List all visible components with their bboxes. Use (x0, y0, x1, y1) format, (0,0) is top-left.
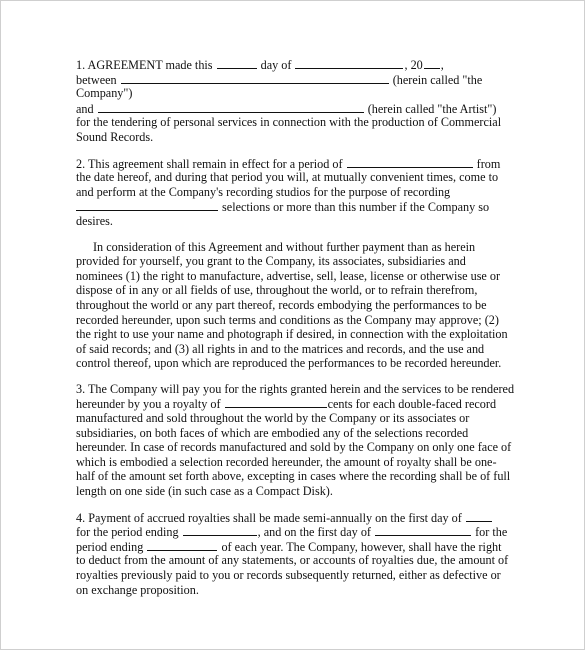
term-line-5 (76, 214, 526, 229)
royalty-line-2 (76, 396, 526, 411)
term-line-3 (76, 185, 526, 200)
text-agreement-made: 1. AGREEMENT made this (76, 58, 213, 72)
paragraph-payment (76, 510, 526, 598)
blank-year[interactable] (424, 57, 440, 69)
term-line-1 (76, 156, 526, 171)
blank-period-ending-2[interactable] (147, 539, 217, 551)
text-year-prefix: , 20 (404, 58, 423, 72)
agreement-line-4 (76, 101, 526, 116)
agreement-line-6 (76, 130, 526, 145)
text-perform: and perform at the Company's recording studios for the purpose of recording (76, 184, 451, 199)
text-company-label: Company") (76, 86, 133, 101)
text-herein-company: (herein called "the (392, 72, 483, 87)
blank-royalty-cents[interactable] (225, 396, 327, 408)
text-herein-artist: (herein called "the Artist") (367, 101, 497, 116)
royalty-line: which is embodied a selection recorded hereunder, the amount of royalty shall be one- (76, 454, 497, 469)
paragraph-royalty (76, 382, 526, 499)
text-company-pay: 3. The Company will pay you for the rights granted herein and the services to be rendered (76, 381, 515, 396)
payment-line: on exchange proposition. (76, 582, 199, 597)
consideration-line: of said records; and (3) all rights in and to the matrices and records, and the use and (76, 341, 485, 356)
royalty-line-1 (76, 382, 526, 397)
payment-line-3 (76, 539, 526, 554)
text-sound-records: Sound Records. (76, 129, 154, 144)
blank-artist-name[interactable] (98, 101, 364, 113)
text-tendering: for the tendering of personal services in connection with the production of Commercial (76, 115, 502, 130)
consideration-line: throughout the world or any part thereof, records embodying the performances to be (76, 297, 487, 312)
paragraph-agreement (76, 57, 526, 145)
blank-period-ending-1[interactable] (183, 524, 257, 536)
text-cents: cents for each double-faced record (327, 397, 497, 412)
text-and: and (76, 101, 94, 116)
royalty-line: half of the amount set forth above, excepting in cases where the recording shall be of full (76, 469, 511, 484)
consideration-line: provided for yourself, you grant to the Company, its associates, subsidiaries and (76, 254, 466, 269)
agreement-line-2 (76, 72, 526, 87)
paragraph-term (76, 156, 526, 229)
payment-line: to deduct from the amount of any statements, or accounts of royalties due, the amount of (76, 553, 509, 568)
term-line-2 (76, 170, 526, 185)
payment-line-2 (76, 524, 526, 539)
agreement-line-5 (76, 115, 526, 130)
blank-first-day-2[interactable] (375, 524, 471, 536)
blank-selections[interactable] (76, 199, 218, 211)
text-selections: selections or more than this number if the Company so (222, 200, 490, 215)
consideration-line: recorded hereunder, upon such terms and conditions as the Company may approve; (2) (76, 312, 499, 327)
text-first-day-of: , and on the first day of (257, 525, 371, 540)
royalty-line: subsidiaries, on both faces of which are embodied any of the selections recorded (76, 425, 469, 440)
royalty-line: manufactured and sold throughout the world by the Company or its associates or (76, 411, 470, 426)
text-each-year: of each year. The Company, however, shall have the right (221, 539, 502, 554)
blank-period[interactable] (347, 156, 473, 168)
blank-month[interactable] (295, 57, 403, 69)
document-body (76, 57, 526, 608)
agreement-line-1 (76, 57, 526, 72)
consideration-line: the right to use your name and photograph if desired, in connection with the exploitation (76, 327, 508, 342)
text-from: from (476, 156, 501, 171)
text-payment-intro: 4. Payment of accrued royalties shall be made semi-annually on the first day of (76, 510, 462, 525)
royalty-line: hereunder. In case of records manufactured and sold by the Company on only one face of (76, 440, 512, 455)
blank-day[interactable] (217, 57, 257, 69)
text-desires: desires. (76, 213, 113, 228)
agreement-line-3 (76, 86, 526, 101)
text-for-the: for the (475, 525, 508, 540)
consideration-line: control thereof, upon which are reproduced the performances to be recorded hereunder. (76, 356, 502, 371)
consideration-line: dispose of in any or all fields of use, throughout the world, or to refrain therefrom, (76, 283, 478, 298)
text-term-intro: 2. This agreement shall remain in effect for a period of (76, 156, 343, 171)
text-period-ending-1: for the period ending (76, 525, 179, 540)
term-line-4 (76, 199, 526, 214)
blank-company-name[interactable] (121, 72, 389, 84)
payment-line: royalties previously paid to you or records subsequently returned, either as defective or (76, 568, 501, 582)
text-date-hereof: the date hereof, and during that period you will, at mutually convenient times, come to (76, 170, 499, 185)
consideration-line: In consideration of this Agreement and without further payment than as herein (93, 239, 476, 254)
consideration-line: nominees (1) the right to manufacture, advertise, sell, lease, license or otherwise use or (76, 268, 501, 283)
royalty-line: length on one side (in such case as a Compact Disk). (76, 484, 333, 499)
text-comma: , (440, 58, 444, 72)
blank-first-day-1[interactable] (466, 510, 492, 522)
payment-line-1 (76, 510, 526, 525)
paragraph-consideration (76, 240, 526, 371)
text-royalty-of: hereunder by you a royalty of (76, 397, 221, 412)
text-between: between (76, 72, 117, 87)
text-day-of: day of (260, 58, 292, 72)
text-period-ending-2: period ending (76, 539, 144, 554)
